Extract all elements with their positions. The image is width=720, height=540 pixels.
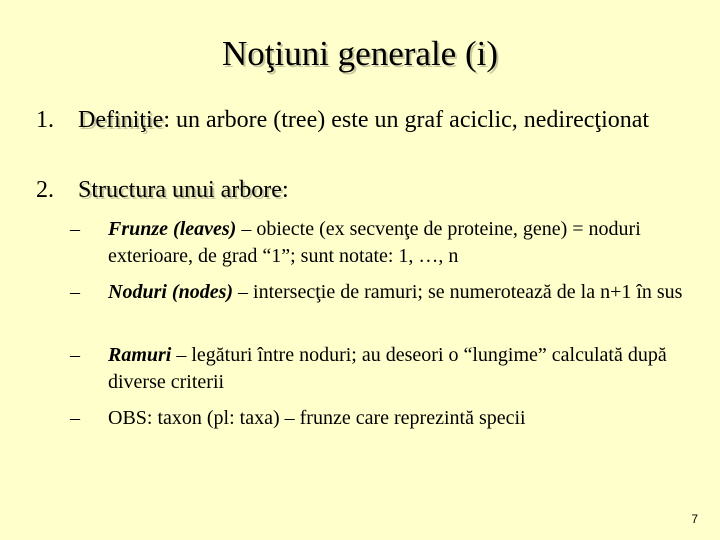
subitem-body [108, 342, 688, 396]
item-text: : [281, 177, 289, 203]
dash-bullet: – [70, 281, 80, 303]
item-text: : un arbore (tree) este un graf aciclic, nedirecţionat [163, 107, 650, 133]
subitem-body [108, 405, 688, 432]
item-number: 1. [36, 107, 54, 133]
subitem-text: – intersecţie de ramuri; se numerotează de la n+1 în sus [233, 281, 683, 303]
subitem-text: – legături între noduri; au deseori o “lungime” calculată după diverse criterii [108, 344, 667, 393]
subitem-body [108, 216, 688, 270]
subitem-term: Noduri (nodes) [108, 281, 234, 303]
item-term: Structura unui arbore [78, 177, 282, 203]
dash-bullet: – [70, 407, 80, 429]
dash-bullet: – [70, 218, 80, 240]
subitem-term: Ramuri [108, 344, 172, 366]
item-number: 2. [36, 177, 54, 203]
slide-title: Noţiuni generale (i) [221, 34, 498, 73]
subitem-text: – obiecte (ex secvenţe de proteine, gene) = noduri exterioare, de grad “1”; sunt notate: 1, …, n [108, 218, 641, 267]
subitem-text: OBS: taxon (pl: taxa) – frunze care reprezintă specii [108, 407, 526, 429]
page-number: 7 [691, 512, 698, 526]
item-body [78, 174, 678, 206]
dash-bullet: – [70, 344, 80, 366]
item-body [78, 104, 678, 136]
item-term: Definiţie [78, 107, 164, 133]
subitem-term: Frunze (leaves) [108, 218, 237, 240]
subitem-body [108, 279, 688, 306]
